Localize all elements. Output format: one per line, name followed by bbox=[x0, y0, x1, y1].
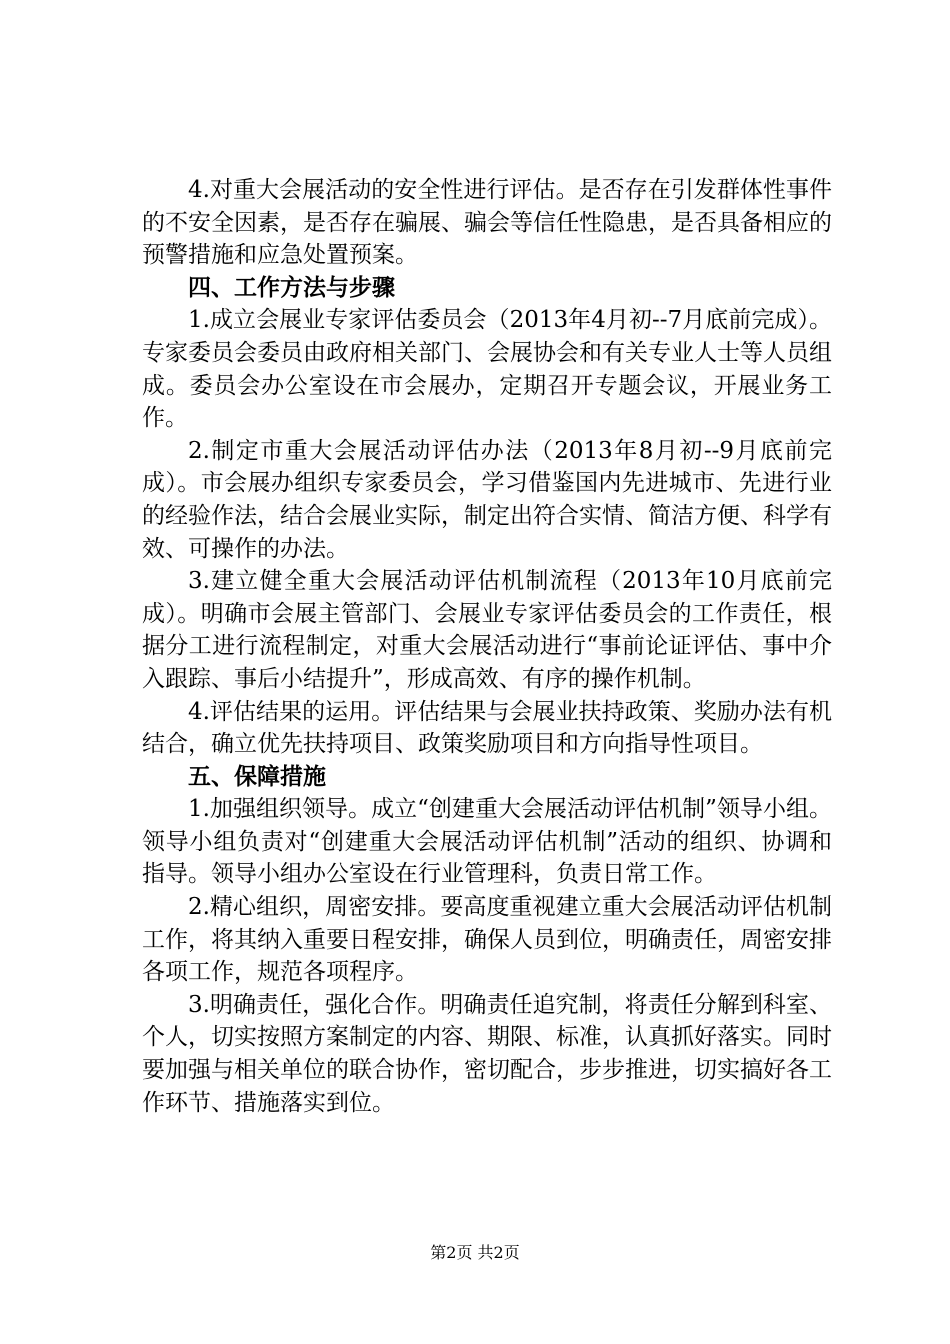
paragraph-safeguard-3: 3.明确责任，强化合作。明确责任追究制，将责任分解到科室、个人，切实按照方案制定的内容、期限、标准，认真抓好落实。同时要加强与相关单位的联合协作，密切配合，步步推进，切实搞好各工作环节、措施落实到位。 bbox=[142, 991, 832, 1116]
paragraph-method-2: 2.制定市重大会展活动评估办法（2013年8月初--9月底前完成）。市会展办组织专家委员会，学习借鉴国内先进城市、先进行业的经验作法，结合会展业实际，制定出符合实情、简洁方便、科学有效、可操作的办法。 bbox=[142, 437, 832, 562]
paragraph-safety-assessment: 4.对重大会展活动的安全性进行评估。是否存在引发群体性事件的不安全因素，是否存在骗展、骗会等信任性隐患，是否具备相应的预警措施和应急处置预案。 bbox=[142, 177, 832, 269]
section-heading-methods: 四、工作方法与步骤 bbox=[188, 274, 395, 301]
paragraph-safeguard-1: 1.加强组织领导。成立“创建重大会展活动评估机制”领导小组。领导小组负责对“创建重大会展活动评估机制”活动的组织、协调和指导。领导小组办公室设在行业管理科，负责日常工作。 bbox=[142, 796, 832, 888]
page-number-label: 第2页 共2页 bbox=[430, 1243, 520, 1262]
paragraph-method-4: 4.评估结果的运用。评估结果与会展业扶持政策、奖励办法有机结合，确立优先扶持项目、政策奖励项目和方向指导性项目。 bbox=[142, 698, 832, 758]
paragraph-method-3: 3.建立健全重大会展活动评估机制流程（2013年10月底前完成）。明确市会展主管部门、会展业专家评估委员会的工作责任，根据分工进行流程制定，对重大会展活动进行“事前论证评估、事中介入跟踪、事后小结提升”，形成高效、有序的操作机制。 bbox=[142, 568, 832, 692]
paragraph-method-1: 1.成立会展业专家评估委员会（2013年4月初--7月底前完成）。专家委员会委员由政府相关部门、会展协会和有关专业人士等人员组成。委员会办公室设在市会展办，定期召开专题会议，开展业务工作。 bbox=[142, 307, 832, 432]
page-footer bbox=[0, 1240, 950, 1263]
paragraph-safeguard-2: 2.精心组织，周密安排。要高度重视建立重大会展活动评估机制工作，将其纳入重要日程安排，确保人员到位，明确责任，周密安排各项工作，规范各项程序。 bbox=[142, 894, 832, 986]
document-body bbox=[142, 174, 832, 1119]
section-heading-safeguards: 五、保障措施 bbox=[188, 763, 326, 790]
